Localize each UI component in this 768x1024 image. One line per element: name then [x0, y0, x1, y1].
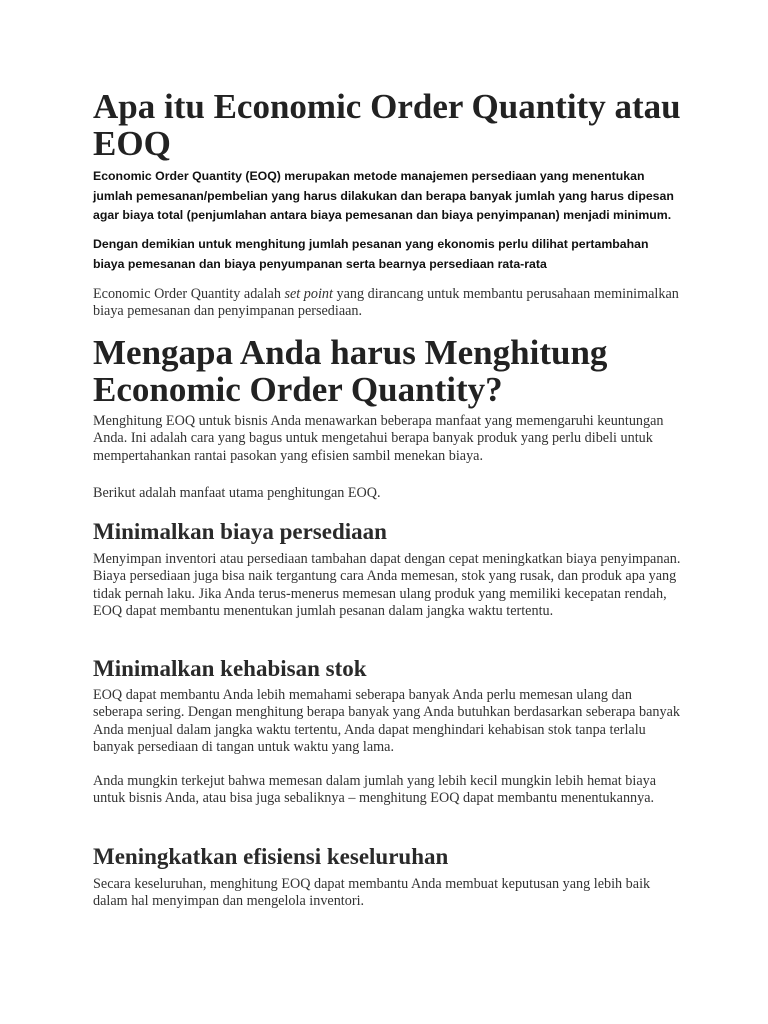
set-point-italic-text: set point [284, 286, 333, 302]
eoq-calculation-note-paragraph: Dengan demikian untuk menghitung jumlah pesanan yang ekonomis perlu dilihat pertambahan biaya pemesanan dan biaya penyumpanan serta bearnya persediaan rata-rata [93, 237, 649, 271]
efficiency-paragraph: Secara keseluruhan, menghitung EOQ dapat membantu Anda membuat keputusan yang lebih baik dalam hal menyimpan dan mengelola inventori. [93, 876, 651, 910]
eoq-set-point-paragraph [93, 286, 683, 321]
smaller-orders-paragraph: Anda mungkin terkejut bahwa memesan dalam jumlah yang lebih kecil mungkin lebih hemat biaya untuk bisnis Anda, atau bisa juga sebaliknya – menghitung EOQ dapat membantu menentukannya. [93, 773, 657, 807]
inventory-cost-paragraph: Menyimpan inventori atau persediaan tambahan dapat dengan cepat meningkatkan biaya penyimpanan. Biaya persediaan juga bisa naik tergantung cara Anda memesan, stok yang rusak, dan produk apa yang tidak pernah laku. Jika Anda terus-menerus memesan ulang produk yang memiliki kecepatan rendah, EOQ dapat membantu menentukan jumlah pesanan dalam jangka waktu tertentu. [93, 551, 681, 619]
eoq-definition-paragraph: Economic Order Quantity (EOQ) merupakan metode manajemen persediaan yang menentukan jumlah pemesanan/pembelian yang harus dilakukan dan berapa banyak jumlah yang harus dipesan agar biaya total (penjumlahan antara biaya pemesanan dan biaya penyimpanan) menjadi minimum. [93, 169, 674, 222]
set-point-text-before: Economic Order Quantity adalah [93, 286, 285, 302]
heading-what-is-eoq: Apa itu Economic Order Quantity atau EOQ [93, 87, 681, 163]
stockout-paragraph: EOQ dapat membantu Anda lebih memahami seberapa banyak Anda perlu memesan ulang dan seberapa sering. Dengan menghitung berapa banyak yang Anda butuhkan berdasarkan seberapa banyak Anda menjual dalam jangka waktu tertentu, Anda dapat menghindari kehabisan stok tanpa terlalu banyak persediaan di tangan untuk waktu yang lama. [93, 687, 680, 755]
heading-minimize-stockout: Minimalkan kehabisan stok [93, 656, 367, 681]
heading-improve-efficiency: Meningkatkan efisiensi keseluruhan [93, 844, 449, 869]
why-eoq-paragraph: Menghitung EOQ untuk bisnis Anda menawarkan beberapa manfaat yang memengaruhi keuntungan Anda. Ini adalah cara yang bagus untuk mengetahui berapa banyak produk yang perlu dibeli untuk mempertahankan rantai pasokan yang efisien sambil menekan biaya. [93, 413, 664, 464]
set-point-text-after: yang dirancang untuk membantu perusahaan meminimalkan biaya pemesanan dan penyimpanan persediaan. [93, 286, 679, 320]
heading-minimize-inventory-cost: Minimalkan biaya persediaan [93, 519, 387, 544]
heading-why-calculate-eoq: Mengapa Anda harus Menghitung Economic Order Quantity? [93, 333, 608, 409]
main-benefits-paragraph: Berikut adalah manfaat utama penghitungan EOQ. [93, 485, 381, 501]
